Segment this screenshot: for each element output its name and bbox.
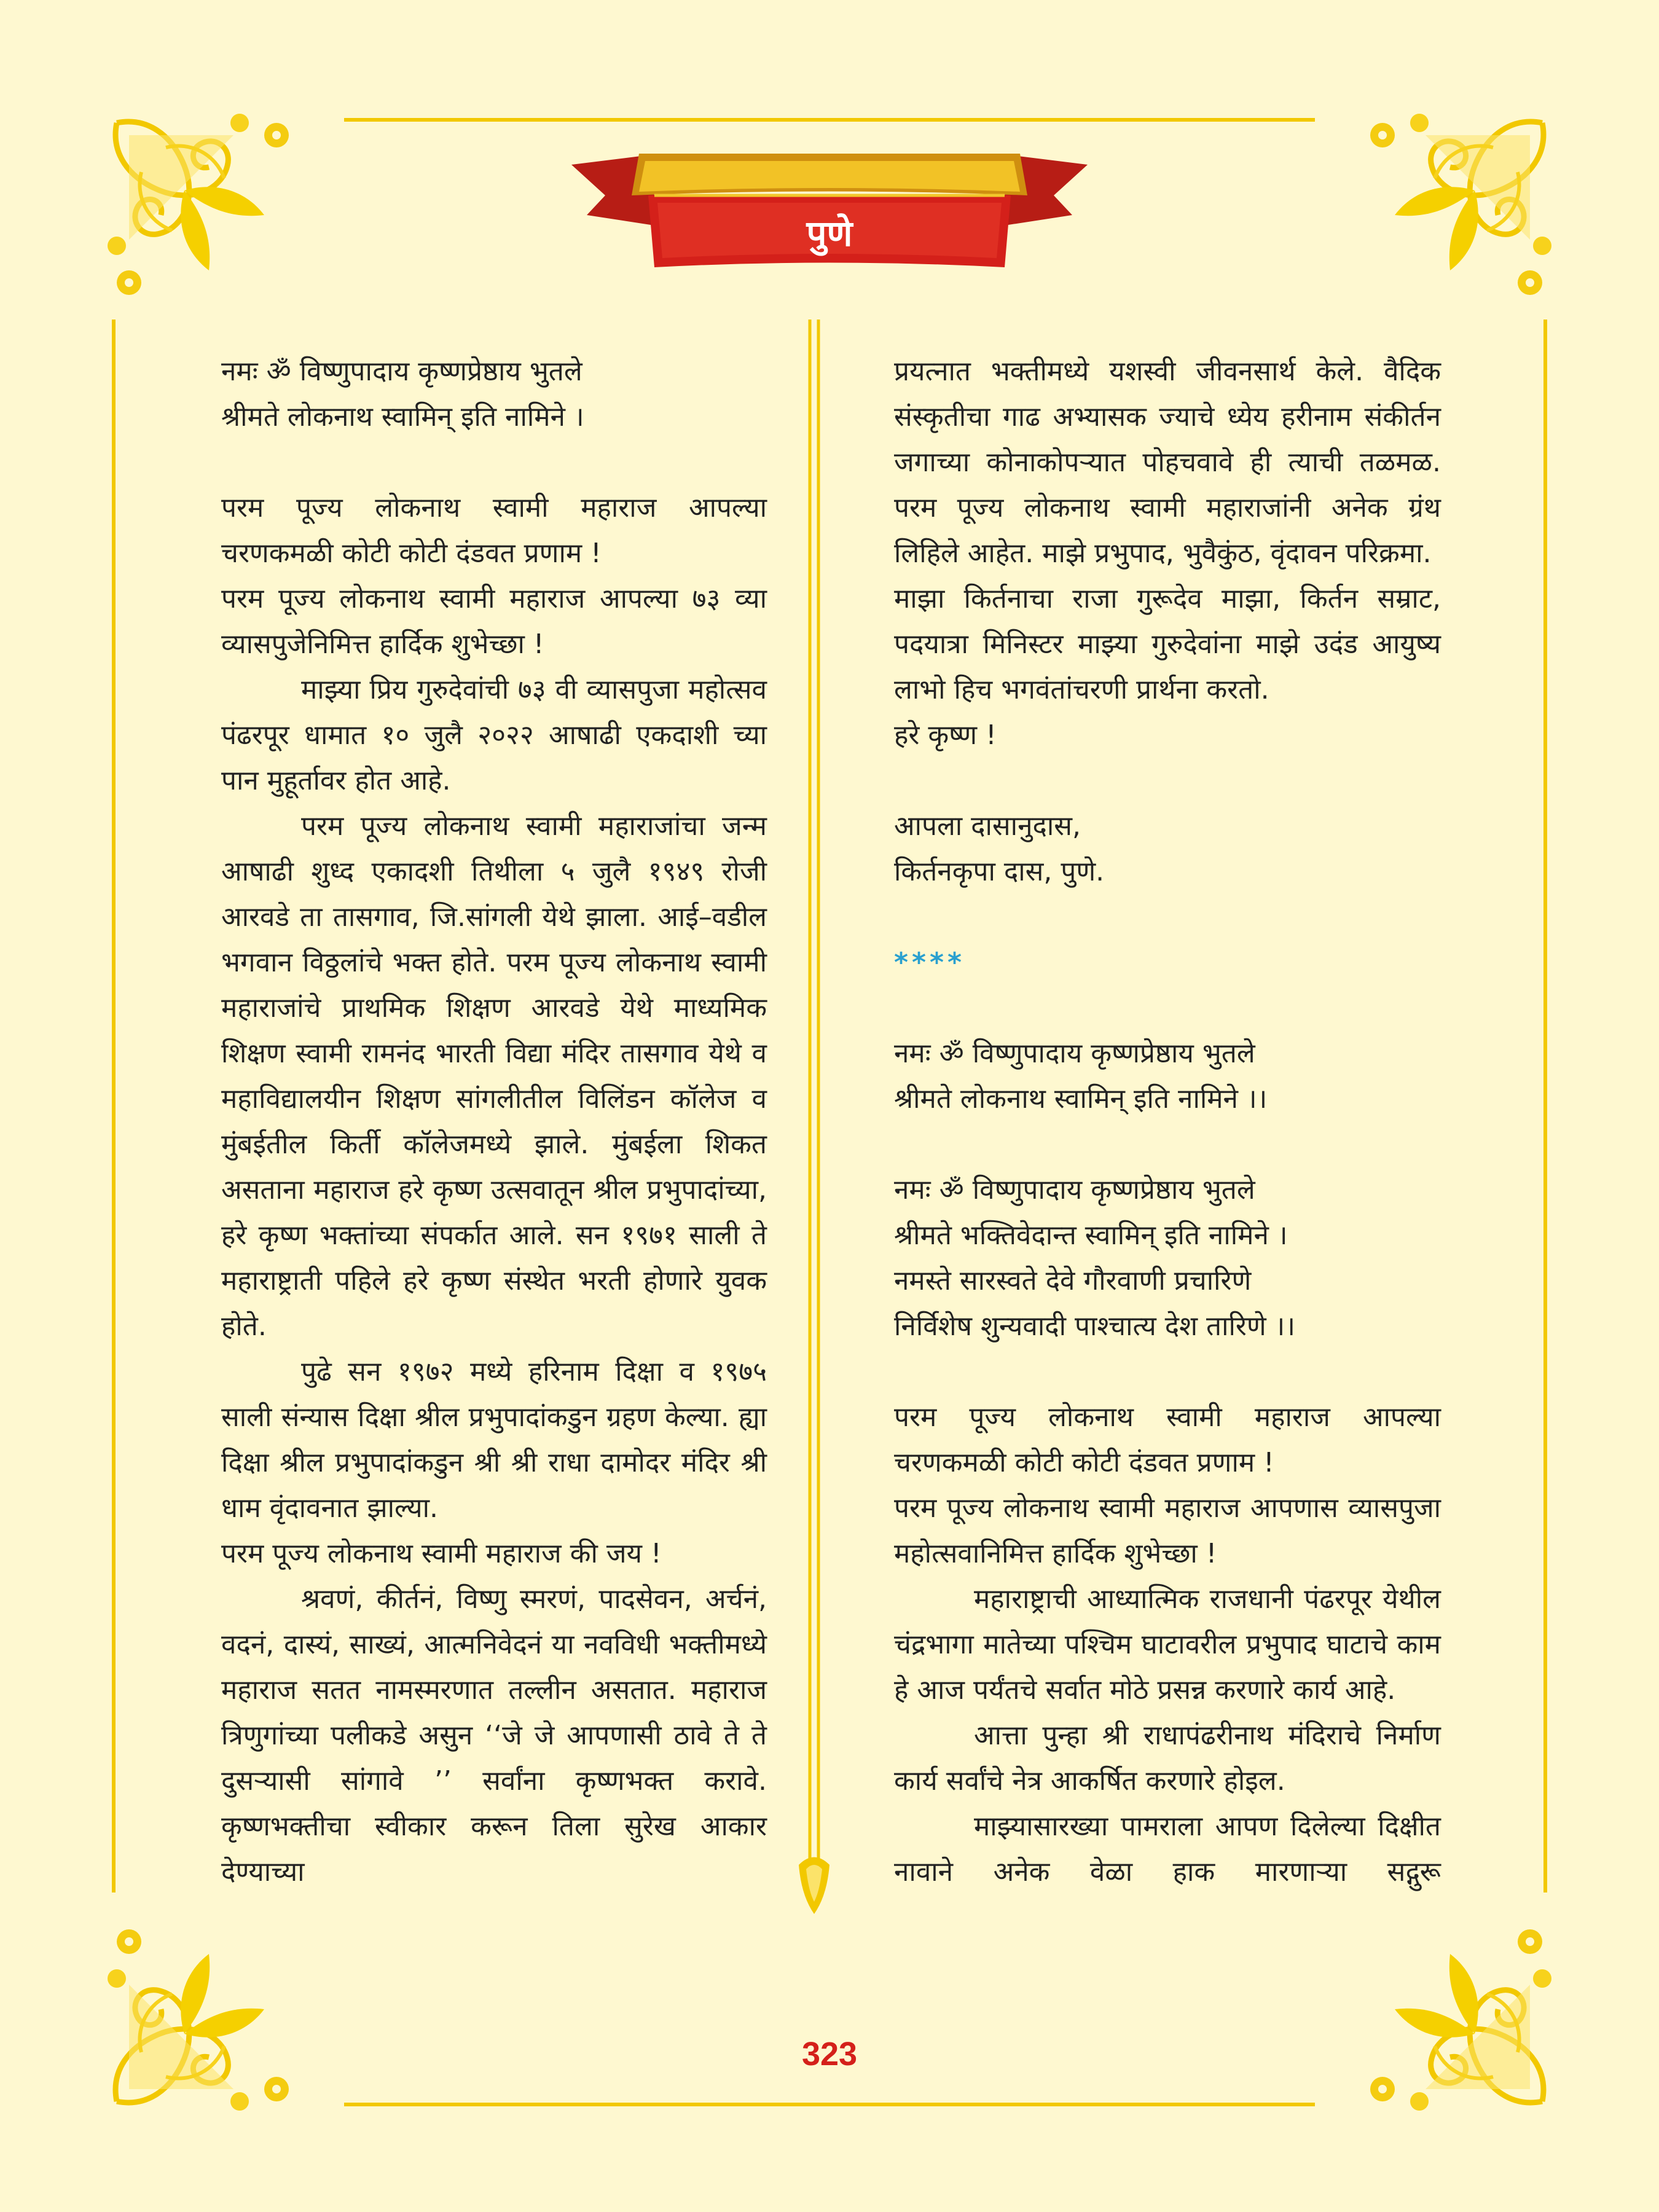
paragraph: परम पूज्य लोकनाथ स्वामी महाराज आपल्या चरणकमळी कोटी कोटी दंडवत प्रणाम !	[221, 492, 767, 569]
right-column	[894, 349, 1441, 1895]
mantra-line: श्रीमते लोकनाथ स्वामिन् इति नामिने ।	[221, 401, 584, 433]
signature-line: आपला दासानुदास,	[894, 810, 1081, 842]
corner-ornament-top-left	[108, 114, 289, 295]
paragraph: श्रवणं, कीर्तनं, विष्णु स्मरणं, पादसेवन, अर्चनं, वदनं, दास्यं, साख्यं, आत्मनिवेदनं या नवविधी भक्तीमध्ये महाराज सतत नामस्मरणात तल्लीन असतात. महाराज त्रिणुगांच्या पलीकडे असुन ‘‘जे जे आपणासी ठावे ते ते दुसऱ्यासी सांगावे ’’ सर्वांना कृष्णभक्त करावे. कृष्णभक्तीचा स्वीकार करून तिला सुरेख आकार देण्याच्या	[221, 1583, 767, 1888]
mantra-line: नमः ॐ विष्णुपादाय कृष्णप्रेष्ठाय भुतले	[894, 1038, 1255, 1069]
section-separator: ****	[894, 947, 966, 978]
paragraph: परम पूज्य लोकनाथ स्वामी महाराजांचा जन्म आषाढी शुध्द एकादशी तिथीला ५ जुलै १९४९ रोजी आरवडे ता तासगाव, जि.सांगली येथे झाला. आई–वडील भगवान विठ्ठलांचे भक्त होते. परम पूज्य लोकनाथ स्वामी महाराजांचे प्राथमिक शिक्षण आरवडे येथे माध्यमिक शिक्षण स्वामी रामनंद भारती विद्या मंदिर तासगाव येथे व महाविद्यालयीन शिक्षण सांगलीतील विलिंडन कॉलेज व मुंबईतील किर्ती कॉलेजमध्ये झाले. मुंबईला शिकत असताना महाराज हरे कृष्ण उत्सवातून श्रील प्रभुपादांच्या, हरे कृष्ण भक्तांच्या संपर्कात आले. सन १९७१ साली ते महाराष्ट्राती पहिले हरे कृष्ण संस्थेत भरती होणारे युवक होते.	[221, 810, 767, 1342]
paragraph: माझ्या प्रिय गुरुदेवांची ७३ वी व्यासपुजा महोत्सव पंढरपूर धामात १० जुलै २०२२ आषाढी एकदाशी च्या पान मुहूर्तावर होत आहे.	[221, 674, 767, 796]
left-column	[221, 349, 767, 1895]
paragraph: परम पूज्य लोकनाथ स्वामी महाराज आपणास व्यासपुजा महोत्सवानिमित्त हार्दिक शुभेच्छा !	[894, 1492, 1441, 1569]
mantra-line: श्रीमते भक्तिवेदान्त स्वामिन् इति नामिने ।	[894, 1220, 1288, 1251]
paragraph: परम पूज्य लोकनाथ स्वामी महाराज आपल्या ७३ व्या व्यासपुजेनिमित्त हार्दिक शुभेच्छा !	[221, 583, 767, 660]
paragraph: आत्ता पुन्हा श्री राधापंढरीनाथ मंदिराचे निर्माण कार्य सर्वांचे नेत्र आकर्षित करणारे होइल.	[894, 1720, 1441, 1797]
paragraph: पुढे सन १९७२ मध्ये हरिनाम दिक्षा व १९७५ साली संन्यास दिक्षा श्रील प्रभुपादांकडुन ग्रहण केल्या. ह्या दिक्षा श्रील प्रभुपादांकडुन श्री श्री राधा दामोदर मंदिर श्री धाम वृंदावनात झाल्या.	[221, 1356, 767, 1524]
signature-line: किर्तनकृपा दास, पुणे.	[894, 856, 1105, 887]
paragraph: हरे कृष्ण !	[894, 720, 997, 751]
page-number: 323	[801, 2036, 858, 2073]
mantra-line: निर्विशेष शुन्यवादी पाश्चात्य देश तारिणे ।।	[894, 1311, 1296, 1342]
mantra-line: श्रीमते लोकनाथ स्वामिन् इति नामिने ।।	[894, 1083, 1268, 1115]
mantra-line: नमः ॐ विष्णुपादाय कृष्णप्रेष्ठाय भुतले	[894, 1174, 1255, 1206]
paragraph: परम पूज्य लोकनाथ स्वामी महाराज आपल्या चरणकमळी कोटी कोटी दंडवत प्रणाम !	[894, 1402, 1441, 1478]
corner-ornament-bottom-right	[1370, 1929, 1551, 2111]
mantra-line: नमस्ते सारस्वते देवे गौरवाणी प्रचारिणे	[894, 1265, 1252, 1296]
column-divider	[799, 320, 830, 1914]
paragraph: प्रयत्नात भक्तीमध्ये यशस्वी जीवनसार्थ केले. वैदिक संस्कृतीचा गाढ अभ्यासक ज्याचे ध्येय हरीनाम संकीर्तन जगाच्या कोनाकोपऱ्यात पोहचवावे ही त्याची तळमळ. परम पूज्य लोकनाथ स्वामी महाराजांनी अनेक ग्रंथ लिहिले आहेत. माझे प्रभुपाद, भुवैकुंठ, वृंदावन परिक्रमा.	[894, 356, 1441, 569]
paragraph: महाराष्ट्राची आध्यात्मिक राजधानी पंढरपूर येथील चंद्रभागा मातेच्या पश्चिम घाटावरील प्रभुपाद घाटाचे काम हे आज पर्यंतचे सर्वात मोठे प्रसन्न करणारे कार्य आहे.	[894, 1583, 1441, 1706]
page-title: पुणे	[806, 213, 853, 254]
paragraph: माझ्यासारख्या पामराला आपण दिलेल्या दिक्षीत नावाने अनेक वेळा हाक मारणाऱ्या सद्गुरू	[894, 1811, 1441, 1888]
corner-ornament-bottom-left	[108, 1929, 289, 2111]
mantra-line: नमः ॐ विष्णुपादाय कृष्णप्रेष्ठाय भुतले	[221, 356, 582, 387]
corner-ornament-top-right	[1370, 114, 1551, 295]
paragraph: माझा किर्तनाचा राजा गुरूदेव माझा, किर्तन सम्राट, पदयात्रा मिनिस्टर माझ्या गुरुदेवांना माझे उदंड आयुष्य लाभो हिच भगवंतांचरणी प्रार्थना करतो.	[894, 583, 1441, 705]
paragraph: परम पूज्य लोकनाथ स्वामी महाराज की जय !	[221, 1538, 662, 1569]
